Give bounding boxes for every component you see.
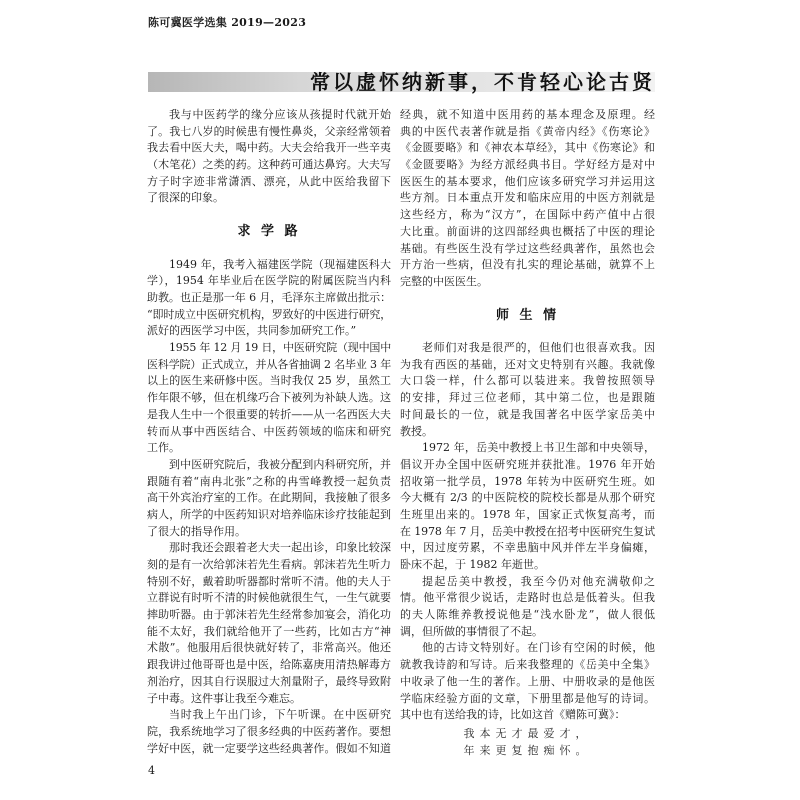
text-line: 了很大的指导作用。 <box>147 524 246 538</box>
text-line: “即时成立中医研究机构，罗致好的中医进行研究， <box>147 307 391 321</box>
paragraph <box>400 640 655 723</box>
poem-line: 我本无才最爱才， <box>463 726 592 740</box>
text-line: 方子时字迹非常潇洒、漂亮，从此中医给我留下 <box>147 174 391 188</box>
text-line: 医科学院）正式成立，并从各省抽调 2 名毕业 3 年 <box>147 357 391 371</box>
text-line: 典的中医代表著作就是指《黄帝内经》《伤寒论》 <box>400 124 655 138</box>
left-column <box>147 107 391 757</box>
text-line: 教授。 <box>400 424 433 438</box>
text-line: 老师们对我是很严的，但他们也很喜欢我。因 <box>422 341 655 355</box>
text-line: 基础。有些医生没有学过这些经典著作，虽然也会 <box>400 241 655 255</box>
text-line: 特别不好，戴着助听器都时常听不清。他的夫人于 <box>147 574 391 588</box>
paragraph <box>147 457 391 540</box>
text-line: 刻的是有一次给郭沫若先生看病。郭沫若先生听力 <box>147 558 391 571</box>
text-line: 学），1954 年毕业后在医学院的附属医院当内科 <box>147 274 391 288</box>
text-line: 医医生的基本要求，他们应该多研究学习并运用这 <box>400 174 655 188</box>
text-line: 了很深的印象。 <box>147 191 224 205</box>
text-line: 时间最长的一位，就是我国著名中医学家岳美中 <box>400 407 655 421</box>
text-line: 卧床不起，于 1982 年逝世。 <box>400 558 545 571</box>
text-line: 这些经方，称为“汉方”，在国际中药产值中占很 <box>400 208 655 222</box>
text-line: （木笔花）之类的药。这种药可通达鼻窍。大夫写 <box>147 158 391 172</box>
text-line: 当时我上午出门诊，下午听课。在中医研究 <box>169 708 391 722</box>
text-line: 我与中医药学的缘分应该从孩提时代就开始 <box>169 108 391 121</box>
text-line: 提起岳美中教授，我至今仍对他充满敬仰之 <box>422 574 655 588</box>
text-line: 术散”。他服用后很快就好转了，非常高兴。他还 <box>147 641 391 655</box>
text-line: 中收录了他一生的著作。上册、中册收录的是他医 <box>400 674 655 688</box>
text-line: 完整的中医医生。 <box>400 274 488 288</box>
text-line: 院，我系统地学习了很多经典的中医药著作。要想 <box>147 724 391 738</box>
text-line: 病人，所学的中医药知识对培养临床诊疗技能起到 <box>147 507 391 521</box>
text-line: 些方剂。日本重点开发和临床应用的中医方剂就是 <box>400 191 655 205</box>
text-line: 作年限不够，但在机缘巧合下被列为补缺人选。这 <box>147 391 391 405</box>
poem-line: 年来更复抱痴怀。 <box>463 743 592 757</box>
text-line: 今大概有 2/3 的中医院校的院校长都是从那个研究 <box>400 491 655 505</box>
text-line: 到中医研究院后，我被分配到内科研究所，并 <box>169 457 391 471</box>
paragraph <box>400 107 655 291</box>
text-line: 我去看中医大夫，喝中药。大夫会给我开一些辛夷 <box>147 141 391 155</box>
text-line: 1972 年，岳美中教授上书卫生部和中央领导， <box>422 441 655 455</box>
text-line: 派好的西医学习中医，共同参加研究工作。” <box>147 324 357 338</box>
text-line: 为我有西医的基础，还对文史特别有兴趣。我就像 <box>400 357 655 371</box>
text-line: 1955 年 12 月 19 日，中医研究院（现中国中 <box>169 341 391 355</box>
text-line: 1949 年，我考入福建医学院（现福建医科大 <box>169 257 391 271</box>
text-line: 是我人生中一个很重要的转折——从一名西医大夫 <box>147 407 391 421</box>
text-line: 以上的医生来研修中医。当时我仅 25 岁，虽然工 <box>147 374 391 388</box>
text-line: 大比重。前面讲的这四部经典也概括了中医的理论 <box>400 224 655 238</box>
text-line: 高干外宾治疗室的工作。在此期间，我接触了很多 <box>147 491 391 505</box>
text-line: 跟我讲过他哥哥也是中医，给陈嘉庚用清热解毒方 <box>147 658 391 672</box>
paragraph <box>400 440 655 574</box>
paragraph <box>147 257 391 340</box>
text-line: 子中毒。这件事让我至今难忘。 <box>147 691 301 705</box>
text-line: 《金匮要略》为经方派经典书目。学好经方是对中 <box>400 158 655 172</box>
text-line: 《金匮要略》和《神农本草经》，其中《伤寒论》和 <box>400 141 655 155</box>
section-heading: 求 学 路 <box>237 224 301 240</box>
text-line: 立群说有时听不清的时候他就很生气，一生气就要 <box>147 591 391 605</box>
text-line: 开方治一些病，但没有扎实的理论基础，就算不上 <box>400 258 655 272</box>
paragraph <box>400 340 655 440</box>
text-line: 大口袋一样，什么都可以装进来。我曾按照领导 <box>400 374 655 388</box>
text-line: 摔助听器。由于郭沫若先生经常参加宴会，消化功 <box>147 608 391 622</box>
text-line: 的夫人陈维养教授说他是“浅水卧龙”，做人很低 <box>400 608 655 622</box>
text-line: 在 1978 年 7 月，岳美中教授在招考中医研究生复试 <box>400 524 655 538</box>
text-line: 助教。也正是那一年 6 月，毛泽东主席做出批示： <box>147 291 391 304</box>
paragraph <box>147 540 391 707</box>
text-line: 转而从事中西医结合、中医药领域的临床和研究 <box>147 424 391 438</box>
paragraph <box>400 574 655 641</box>
text-line: 的安排，拜过三位老师，其中第二位，也是跟随 <box>400 391 655 405</box>
text-line: 倡议开办全国中医研究班并获批准。1976 年开始 <box>400 457 655 471</box>
text-line: 那时我还会跟着老大夫一起出诊，印象比较深 <box>169 541 391 555</box>
page-number: 4 <box>148 764 155 777</box>
text-line: 剂治疗，因其自行误服过大剂量附子，最终导致附 <box>147 674 391 688</box>
text-line: 招收第一批学员，1978 年转为中医研究生班。如 <box>400 474 655 488</box>
text-line: 情。他平常很少说话，走路时也总是低着头。但我 <box>400 591 655 605</box>
section-heading: 师 生 情 <box>495 307 560 323</box>
text-line: 生班里出来的。1978 年，国家正式恢复高考，而 <box>400 507 655 521</box>
text-line: 工作。 <box>147 441 180 455</box>
article-title: 常以虚怀纳新事，不肯轻心论古贤 <box>310 70 655 94</box>
poem <box>400 724 655 759</box>
text-line: 跟随有着“南冉北张”之称的冉雪峰教授一起负责 <box>147 474 391 488</box>
text-line: 能不太好，我们就给他开了一些药，比如古方“神 <box>147 624 391 638</box>
text-line: 就教我诗韵和写诗。后来我整理的《岳美中全集》 <box>400 658 655 672</box>
title-banner <box>148 70 655 94</box>
right-column <box>400 107 655 759</box>
paragraph <box>147 707 391 757</box>
text-line: 调，但所做的事情很了不起。 <box>400 624 543 638</box>
text-line: 其中也有送给我的诗，比如这首《赠陈可冀》： <box>400 708 626 722</box>
text-line: 他的古诗文特别好。在门诊有空闲的时候，他 <box>422 641 655 655</box>
text-line: 了。我七八岁的时候患有慢性鼻炎，父亲经常领着 <box>147 124 391 138</box>
text-line: 学临床经验方面的文章，下册里都是他写的诗词。 <box>400 691 655 705</box>
running-header: 陈可冀医学选集 2019—2023 <box>148 16 307 29</box>
paragraph <box>147 107 391 207</box>
text-line: 经典，就不知道中医用药的基本理念及原理。经 <box>400 108 655 121</box>
text-line: 学好中医，就一定要学这些经典著作。假如不知道 <box>147 741 391 755</box>
paragraph <box>147 340 391 457</box>
text-line: 中，因过度劳累，不幸患脑中风并伴左半身偏瘫， <box>400 541 655 555</box>
